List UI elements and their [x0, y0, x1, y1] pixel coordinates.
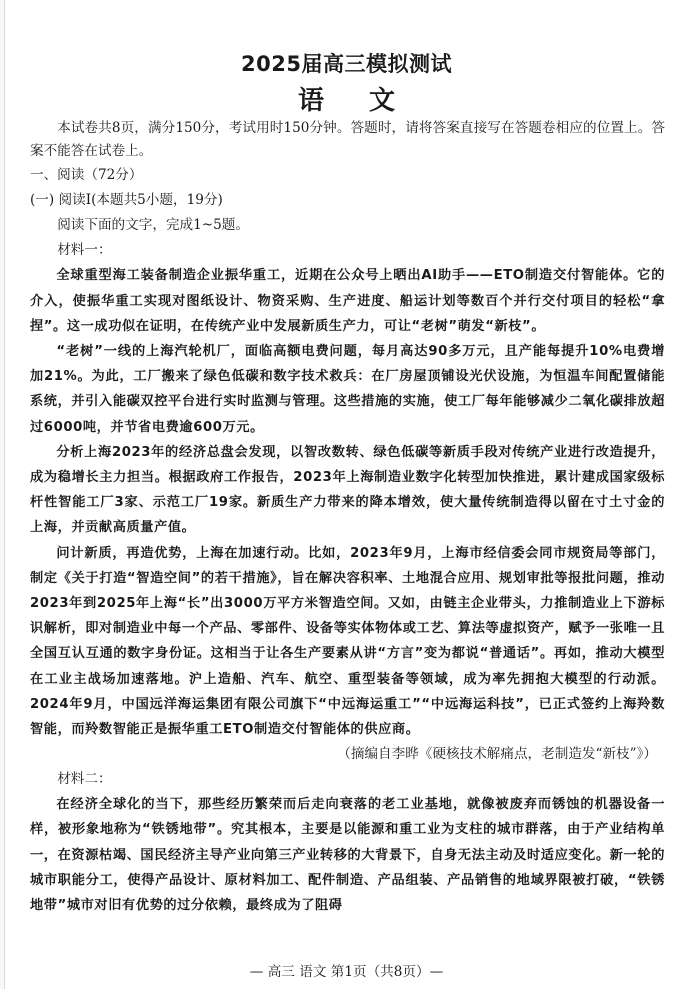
exam-title: 2025届高三模拟测试 — [241, 52, 452, 76]
page-edge — [4, 0, 5, 989]
part-heading: (一) 阅读Ⅰ(本题共5小题，19分) — [30, 192, 223, 209]
material-one-paragraph: 问计新质，再造优势，上海在加速行动。比如，2023年9月，上海市经信委会同市规资局等部门，制定《关于打造“智造空间”的若干措施》，旨在解决容积率、土地混合应用、规划审批等报批问题，推动2023年到2025年上海“长”出3000万平方米智造空间。又如，由链主企业带头，力推制造业上下游标识解析，即对制造业中每一个产品、零部件、设备等实体物体或工艺、算法等虚拟资产，赋予一张唯一且全国互认互通的数字身份证。这相当于让各生产要素从讲“方言”变为都说“普通话”。再如，推动大模型在工业主战场加速落地。沪上造船、汽车、航空、重型装备等领域，成为率先拥抱大模型的行动派。2024年9月，中国远洋海运集团有限公司旗下“中远海运重工”“中远海运科技”，已正式签约上海羚数智能，而羚数智能正是振华重工ETO制造交付智能体的供应商。 — [30, 545, 665, 738]
instructions: 本试卷共8页，满分150分，考试用时150分钟。答题时，请将答案直接写在答题卷相应的位置上。答案不能答在试卷上。 — [30, 120, 665, 160]
subject-title: 语 文 — [297, 86, 414, 116]
section-heading: 一、阅读（72分） — [30, 167, 143, 184]
read-prompt: 阅读下面的文字，完成1~5题。 — [57, 217, 249, 234]
material-one-paragraph: “老树”一线的上海汽轮机厂，面临高额电费问题，每月高达90多万元，且产能每提升10%电费增加21%。为此，工厂搬来了绿色低碳和数字技术救兵：在厂房屋顶铺设光伏设施，为恒温车间配置储能系统，并引入能碳双控平台进行实时监测与管理。这些措施的实施，使工厂每年能够减少二氧化碳排放超过6000吨，并节省电费逾600万元。 — [30, 344, 665, 435]
page-footer: — 高三 语文 第1页（共8页）— — [249, 964, 444, 980]
material-two-paragraph: 在经济全球化的当下，那些经历繁荣而后走向衰落的老工业基地，就像被废弃而锈蚀的机器设备一样，被形象地称为“铁锈地带”。究其根本，主要是以能源和重工业为支柱的城市群落，由于产业结构单一，在资源枯竭、国民经济主导产业向第三产业转移的大背景下，自身无法主动及时适应变化。新一轮的城市职能分工，使得产品设计、原材料加工、配件制造、产品组装、产品销售的地域界限被打破，“铁锈地带”城市对旧有优势的过分依赖，最终成为了阻碍 — [30, 797, 665, 914]
material-one-label: 材料一： — [57, 242, 112, 259]
material-one-source: （摘编自李晔《硬核技术解痛点，老制造发“新枝”》） — [337, 746, 657, 763]
page-content — [30, 117, 665, 918]
material-one-paragraph: 全球重型海工装备制造企业振华重工，近期在公众号上晒出AI助手——ETO制造交付智能体。它的介入，使振华重工实现对图纸设计、物资采购、生产进度、船运计划等数百个并行交付项目的轻松“拿捏”。这一成功似在证明，在传统产业中发展新质生产力，可让“老树”萌发“新枝”。 — [30, 268, 665, 334]
material-one-paragraph: 分析上海2023年的经济总盘会发现，以智改数转、绿色低碳等新质手段对传统产业进行改造提升，成为稳增长主力担当。根据政府工作报告，2023年上海制造业数字化转型加快推进，累计建成国家级标杆性智能工厂3家、示范工厂19家。新质生产力带来的降本增效，使大量传统制造得以留在寸土寸金的上海，并贡献高质量产值。 — [30, 444, 665, 536]
material-two-label: 材料二： — [57, 771, 112, 788]
